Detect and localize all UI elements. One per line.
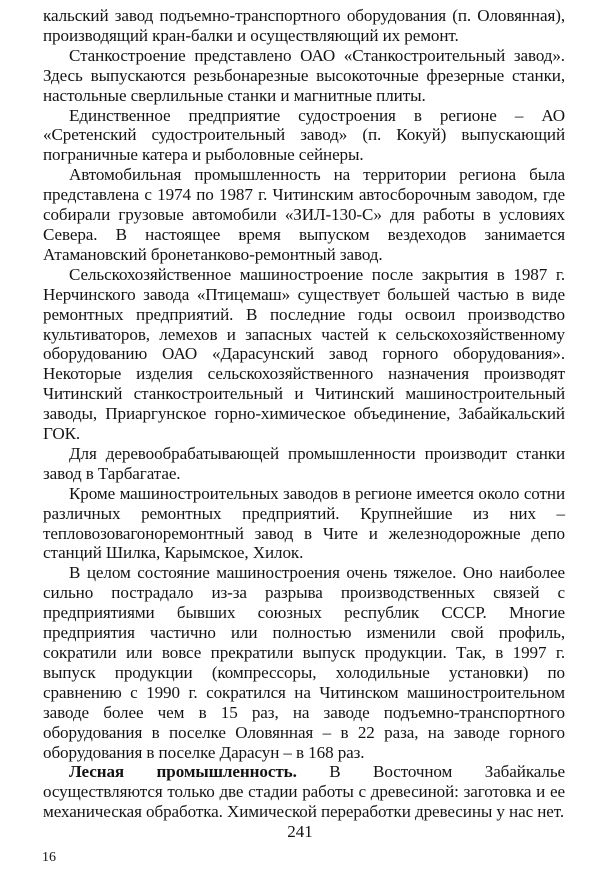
paragraph-repair-plants: Кроме машиностроительных заводов в регионе имеется около сотни различных ремонтных предприятий. Крупнейшие из них – тепловозовагоноремонтный завод в Чите и железнодорожные депо станций Шилка, Карымское, Хилок.: [43, 483, 565, 563]
paragraph-shipbuilding: Единственное предприятие судостроения в регионе – АО «Сретенский судостроительный завод» (п. Кокуй) выпускающий пограничные катера и рыболовные сейнеры.: [43, 105, 565, 165]
paragraph-woodworking-machines: Для деревообрабатывающей промышленности производит станки завод в Тарбагатае.: [43, 443, 565, 483]
paragraph-agricultural-machinery: Сельскохозяйственное машиностроение после закрытия в 1987 г. Нерчинского завода «Птицемаш» существует большей частью в виде ремонтных предприятий. В последние годы освоил производство культиваторов, лемехов и запасных частей к сельскохозяйственному оборудованию ОАО «Дарасунский завод горного оборудования». Некоторые изделия сельскохозяйственного назначения производят Читинский станкостроительный и Читинский машиностроительный заводы, Приаргунское горно-химическое объединение, Забайкальский ГОК.: [43, 264, 565, 444]
paragraph-forestry-text: В Восточном Забайкалье осуществляются только две стадии работы с древесиной: заготовка и ее механическая обработка. Химической переработки древесины у нас нет.: [43, 762, 566, 822]
page-number: 241: [287, 822, 313, 841]
page-body: [43, 6, 565, 822]
paragraph-automotive: Автомобильная промышленность на территории региона была представлена с 1974 по 1987 г. Читинским автосборочным заводом, где собирали грузовые автомобили «ЗИЛ-130-С» для работы в условиях Севера. В настоящее время выпуском вездеходов занимается Атамановский бронетанково-ремонтный завод.: [43, 165, 565, 264]
paragraph-industry-state: В целом состояние машиностроения очень тяжелое. Оно наиболее сильно пострадало из-за разрыва производственных связей с предприятиями бывших союзных республик СССР. Многие предприятия частично или полностью изменили свой профиль, сократили или вовсе прекратили выпуск продукции. Так, в 1997 г. выпуск продукции (компрессоры, холодильные установки) по сравнению с 1990 г. сократился на Читинском машиностроительном заводе более чем в 15 раз, на заводе подъемно-транспортного оборудования в поселке Оловянная – в 22 раза, на заводе горного оборудования в поселке Дарасун – в 168 раз.: [43, 563, 565, 762]
paragraph-continuation: кальский завод подъемно-транспортного оборудования (п. Оловянная), производящий кран-балки и осуществляющий их ремонт.: [43, 6, 565, 45]
paragraph-forestry: [43, 762, 565, 822]
section-heading-forestry: Лесная промышленность.: [69, 762, 297, 782]
paragraph-machine-tools: Станкостроение представлено ОАО «Станкостроительный завод». Здесь выпускаются резьбонарезные высокоточные фрезерные станки, настольные сверлильные станки и магнитные плиты.: [43, 45, 565, 105]
sheet-number: 16: [42, 850, 56, 865]
